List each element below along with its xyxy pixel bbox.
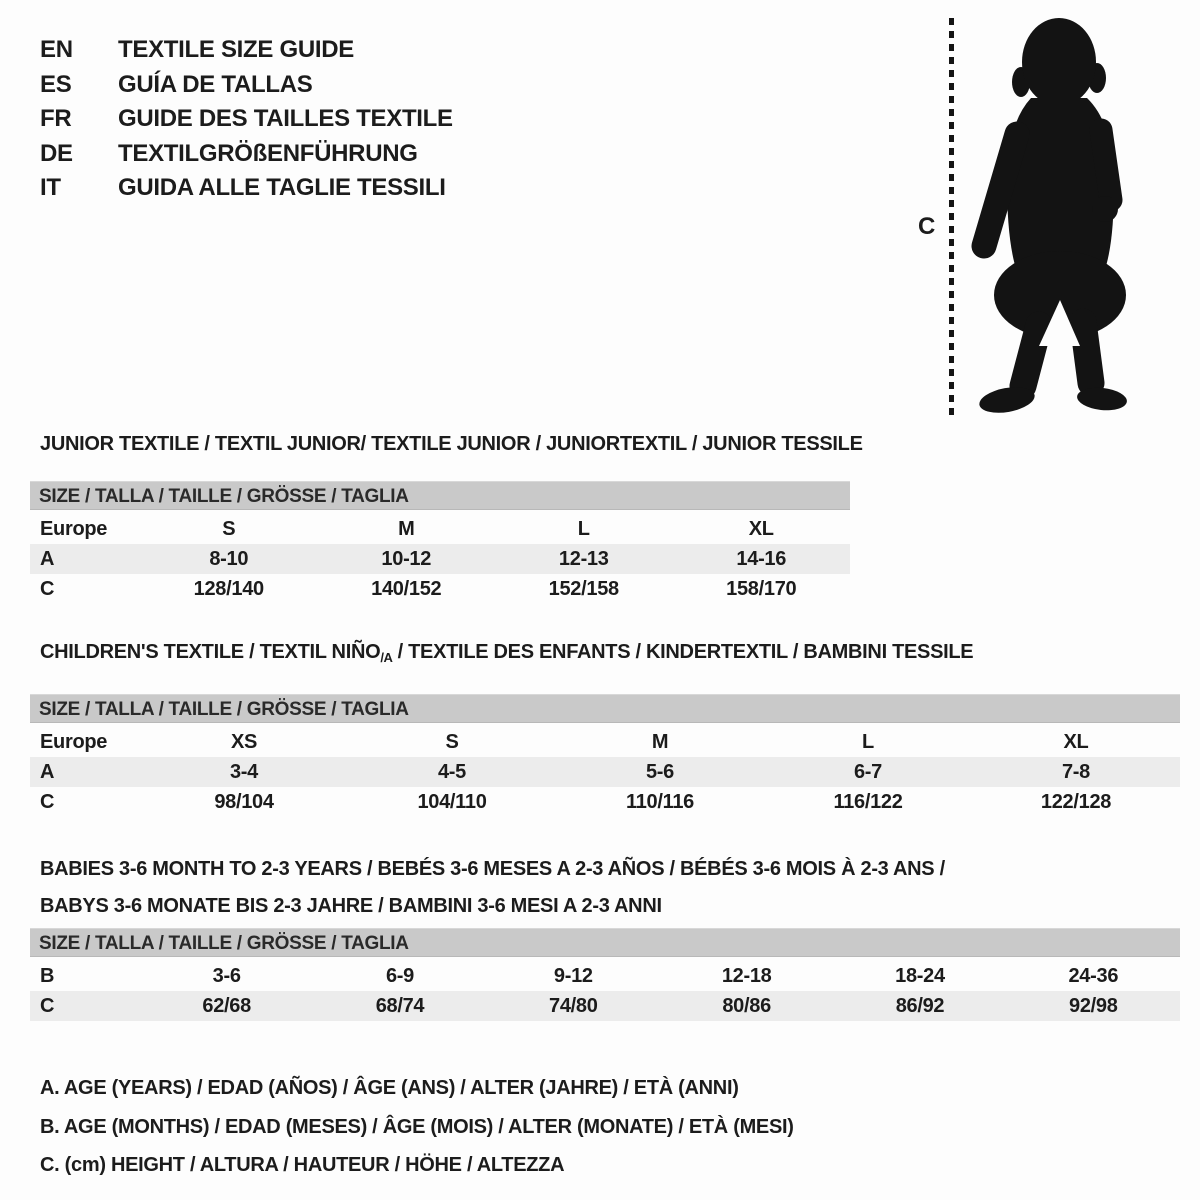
size-cell: XS <box>230 730 258 753</box>
size-cell: S <box>445 730 459 753</box>
height-cell: 122/128 <box>1040 790 1112 813</box>
guide-title: GUÍA DE TALLAS <box>118 70 313 98</box>
guide-title: GUIDE DES TAILLES TEXTILE <box>118 105 453 133</box>
measure-label-c: C <box>918 213 936 240</box>
height-cell: 92/98 <box>1069 994 1118 1017</box>
title-subscript: /A <box>380 650 393 665</box>
height-cell: 86/92 <box>895 994 945 1017</box>
childrens-size-header-bar: SIZE / TALLA / TAILLE / GRÖSSE / TAGLIA <box>30 694 1180 723</box>
size-cell: XL <box>748 517 774 540</box>
height-cell: 110/116 <box>626 790 694 813</box>
language-row <box>40 171 453 206</box>
guide-title: GUIDA ALLE TAGLIE TESSILI <box>118 174 446 202</box>
babies-size-header-bar: SIZE / TALLA / TAILLE / GRÖSSE / TAGLIA <box>30 928 1180 957</box>
table-row-height <box>30 574 850 604</box>
size-cell: L <box>577 517 590 540</box>
guide-title: TEXTILGRÖßENFÜHRUNG <box>118 139 418 167</box>
size-cell: L <box>862 730 874 753</box>
size-cell: M <box>398 517 415 540</box>
legend-line-a: A. AGE (YEARS) / EDAD (AÑOS) / ÂGE (ANS) / ALTER (JAHRE) / ETÀ (ANNI) <box>40 1077 739 1099</box>
months-cell: 9-12 <box>553 964 593 987</box>
babies-section <box>30 851 1180 1021</box>
size-cell: S <box>222 517 236 540</box>
childrens-section-title <box>40 642 1180 668</box>
language-code: ES <box>40 70 72 98</box>
legend-line-c: C. (cm) HEIGHT / ALTURA / HAUTEUR / HÖHE / ALTEZZA <box>40 1154 565 1176</box>
language-code: DE <box>40 139 73 167</box>
months-cell: 24-36 <box>1068 964 1119 987</box>
junior-textile-section <box>30 433 863 604</box>
language-code: FR <box>40 105 72 133</box>
legend <box>40 1069 794 1185</box>
row-label: A <box>40 760 55 783</box>
table-row-age <box>30 544 850 574</box>
table-row-months <box>30 961 1180 991</box>
height-cell: 116/122 <box>833 790 903 813</box>
age-cell: 10-12 <box>381 547 432 570</box>
height-cell: 98/104 <box>214 790 274 813</box>
height-cell: 74/80 <box>549 994 598 1017</box>
height-cell: 128/140 <box>193 577 264 600</box>
toddler-silhouette-icon <box>958 10 1140 420</box>
age-cell: 7-8 <box>1061 760 1090 783</box>
age-cell: 14-16 <box>736 547 787 570</box>
height-cell: 80/86 <box>722 994 771 1017</box>
height-cell: 152/158 <box>548 577 619 600</box>
title-text: CHILDREN'S TEXTILE / TEXTIL NIÑO <box>40 641 381 663</box>
language-row <box>40 33 453 68</box>
language-row <box>40 68 453 103</box>
table-row-height <box>30 991 1180 1021</box>
height-cell: 140/152 <box>371 577 442 600</box>
age-cell: 4-5 <box>437 760 466 783</box>
babies-title-line2: BABYS 3-6 MONATE BIS 2-3 JAHRE / BAMBINI 3-6 MESI A 2-3 ANNI <box>40 895 662 917</box>
legend-line-b: B. AGE (MONTHS) / EDAD (MESES) / ÂGE (MOIS) / ALTER (MONATE) / ETÀ (MESI) <box>40 1115 794 1138</box>
age-cell: 5-6 <box>645 760 674 783</box>
height-cell: 158/170 <box>726 577 797 600</box>
height-cell: 104/110 <box>417 790 487 813</box>
title-text: / TEXTILE DES ENFANTS / KINDERTEXTIL / BAMBINI TESSILE <box>392 641 974 663</box>
height-cell: 62/68 <box>202 994 251 1017</box>
language-row <box>40 102 453 137</box>
age-cell: 8-10 <box>209 547 249 570</box>
size-cell: M <box>651 730 669 753</box>
table-row-age <box>30 757 1180 787</box>
height-measure-line <box>949 18 954 416</box>
age-cell: 6-7 <box>853 760 882 783</box>
row-label: C <box>40 790 55 813</box>
babies-title-line1: BABIES 3-6 MONTH TO 2-3 YEARS / BEBÉS 3-6 MESES A 2-3 AÑOS / BÉBÉS 3-6 MOIS À 2-3 ANS / <box>40 858 945 880</box>
table-row-europe <box>30 514 850 544</box>
childrens-size-table <box>30 727 1180 817</box>
months-cell: 3-6 <box>212 964 241 987</box>
row-label: Europe <box>40 730 108 753</box>
language-code: EN <box>40 36 73 64</box>
height-cell: 68/74 <box>375 994 425 1017</box>
childrens-textile-section <box>30 642 1180 817</box>
language-code: IT <box>40 174 61 202</box>
junior-section-title: JUNIOR TEXTILE / TEXTIL JUNIOR/ TEXTILE JUNIOR / JUNIORTEXTIL / JUNIOR TESSILE <box>40 433 863 455</box>
months-cell: 12-18 <box>721 964 772 987</box>
row-label: C <box>40 994 55 1017</box>
age-cell: 12-13 <box>558 547 609 570</box>
row-label: A <box>40 547 55 570</box>
table-row-europe <box>30 727 1180 757</box>
row-label: Europe <box>40 517 108 540</box>
language-row <box>40 137 453 172</box>
babies-section-title <box>40 851 1180 925</box>
guide-title: TEXTILE SIZE GUIDE <box>118 36 354 64</box>
age-cell: 3-4 <box>229 760 258 783</box>
months-cell: 6-9 <box>385 964 414 987</box>
months-cell: 18-24 <box>895 964 945 987</box>
row-label: B <box>40 964 55 987</box>
junior-size-header-bar: SIZE / TALLA / TAILLE / GRÖSSE / TAGLIA <box>30 481 850 510</box>
size-cell: XL <box>1063 730 1089 753</box>
table-row-height <box>30 787 1180 817</box>
babies-size-table <box>30 961 1180 1021</box>
language-header <box>40 33 453 206</box>
junior-size-table <box>30 514 850 604</box>
row-label: C <box>40 577 55 600</box>
